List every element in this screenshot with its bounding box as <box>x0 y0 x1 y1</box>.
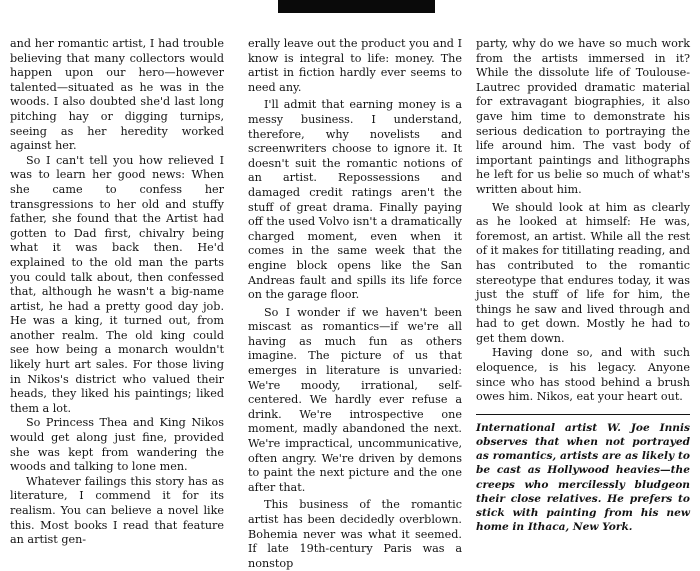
paragraph: party, why do we have so much work from the artists immersed in it? While the dissolute life of Toulouse-Lautrec provided dramatic material for extravagant biographies, it also gave him time to demonstrate his serious dedication to portraying the life around him. The vast body of important paintings and lithographs he left for us belie so much of what's written about him. <box>476 37 690 196</box>
column-1 <box>10 37 224 548</box>
paragraph: This business of the romantic artist has been decidedly overblown. Bohemia never was what it seemed. If late 19th-century Paris was a nonstop <box>248 498 462 570</box>
column-3 <box>476 37 690 534</box>
paragraph: We should look at him as clearly as he looked at himself: He was, foremost, an artist. While all the rest of it makes for titillating reading, and has contributed to the romantic stereotype that endures today, it was just the stuff of life for him, the things he saw and lived through and had to get down. Mostly he had to get them down. <box>476 200 690 345</box>
paragraph: So I can't tell you how relieved I was to learn her good news: When she came to confess her transgressions to her old and stuffy father, she found that the Artist had gotten to Dad first, chivalry being what it was back then. He'd explained to the old man the parts you could talk about, then confessed that, although he wasn't a big-name artist, he had a pretty good day job. He was a king, it turned out, from another realm. The old king could see how being a monarch wouldn't likely hurt art sales. For those living in Nikos's district who valued their heads, they liked his paintings; liked them a lot. <box>10 153 224 415</box>
divider <box>476 414 690 415</box>
paragraph: Having done so, and with such eloquence, is his legacy. Anyone since who has stood behind a brush owes him. Nikos, eat your heart out. <box>476 346 690 404</box>
paragraph: I'll admit that earning money is a messy business. I understand, therefore, why novelists and screenwriters choose to ignore it. It doesn't suit the romantic notions of an artist. Repossessions and damaged credit ratings aren't the stuff of great drama. Finally paying off the used Volvo isn't a dramatically charged moment, even when it comes in the same week that the engine block opens like the San Andreas fault and spills its life force on the garage floor. <box>248 98 462 302</box>
paragraph: So Princess Thea and King Nikos would get along just fine, provided she was kept from wandering the woods and talking to lone men. <box>10 416 224 474</box>
paragraph: erally leave out the product you and I know is integral to life: money. The artist in fiction hardly ever seems to need any. <box>248 37 462 94</box>
paragraph: So I wonder if we haven't been miscast as romantics—if we're all having as much fun as others imagine. The picture of us that emerges in literature is unvaried: We're moody, irrational, self-centered. We hardly ever refuse a drink. We're introspective one moment, madly abandoned the next. We're impractical, uncommunicative, often angry. We're driven by demons to paint the next picture and the one after that. <box>248 305 462 494</box>
column-2 <box>248 37 462 571</box>
paragraph: Whatever failings this story has as literature, I commend it for its realism. You can believe a novel like this. Most books I read that feature an artist gen- <box>10 474 224 547</box>
header-bar <box>278 0 435 13</box>
author-bio: International artist W. Joe Innis observes that when not portrayed as romantics, artists are as likely to be cast as Hollywood heavies—the creeps who mercilessly bludgeon their close relatives. He prefers to stick with painting from his new home in Ithaca, New York. <box>476 421 690 534</box>
paragraph: and her romantic artist, I had trouble believing that many collectors would happen upon our hero—however talented—situated as he was in the woods. I also doubted she'd last long pitching hay or digging turnips, seeing as her heredity worked against her. <box>10 37 224 153</box>
